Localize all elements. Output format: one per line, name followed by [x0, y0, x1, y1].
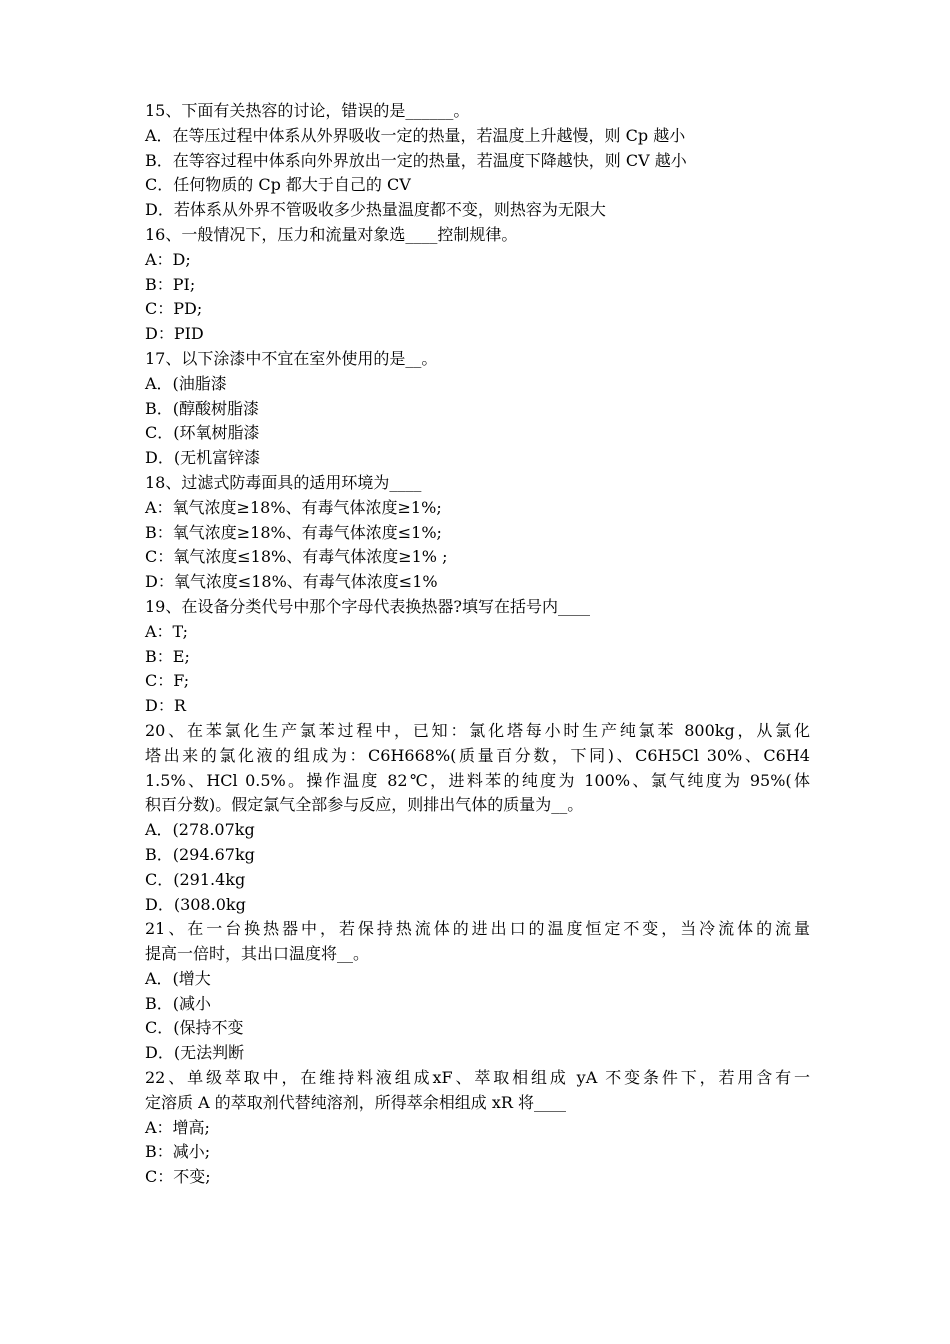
question-21 — [145, 917, 810, 1066]
option-c: C：PD; — [145, 299, 203, 319]
option-b: B：氧气浓度≥18%、有毒气体浓度≤1%; — [145, 522, 442, 542]
option-a: A．(油脂漆 — [145, 373, 227, 393]
option-d: D：PID — [145, 324, 204, 344]
option-d: D：R — [145, 696, 186, 716]
question-stem-line-1: 20、在苯氯化生产氯苯过程中，已知：氯化塔每小时生产纯氯苯 800kg，从氯化 — [145, 720, 810, 740]
question-19 — [145, 595, 810, 719]
question-stem-line-2: 提高一倍时，其出口温度将__。 — [145, 944, 370, 964]
question-20 — [145, 719, 810, 917]
option-c: C．(环氧树脂漆 — [145, 423, 260, 443]
option-a: A．(增大 — [145, 968, 211, 988]
question-stem-line-3: 1.5%、HCl 0.5%。操作温度 82℃，进料苯的纯度为 100%、氯气纯度为 95%(体 — [145, 770, 810, 790]
option-c: C．(291.4kg — [145, 869, 246, 889]
document-page — [145, 99, 810, 1190]
question-stem: 16、一般情况下，压力和流量对象选____控制规律。 — [145, 224, 518, 244]
option-c: C：F; — [145, 671, 190, 691]
option-a: A．在等压过程中体系从外界吸收一定的热量，若温度上升越慢，则 Cp 越小 — [145, 125, 686, 145]
option-d: D．(308.0kg — [145, 894, 246, 914]
question-stem-line-2: 定溶质 A 的萃取剂代替纯溶剂，所得萃余相组成 xR 将____ — [145, 1092, 566, 1112]
question-16 — [145, 223, 810, 347]
option-b: B：E; — [145, 646, 190, 666]
option-d: D：氧气浓度≤18%、有毒气体浓度≤1% — [145, 572, 438, 592]
option-a: A．(278.07kg — [145, 820, 255, 840]
question-stem-line-4: 积百分数)。假定氯气全部参与反应，则排出气体的质量为__。 — [145, 795, 584, 815]
option-a: A：T; — [145, 621, 189, 641]
option-b: B：减小; — [145, 1142, 211, 1162]
option-d: D．若体系从外界不管吸收多少热量温度都不变，则热容为无限大 — [145, 200, 606, 220]
question-15 — [145, 99, 810, 223]
question-stem-line-1: 22、单级萃取中，在维持料液组成xF、萃取相组成 yA 不变条件下，若用含有一 — [145, 1068, 810, 1088]
option-d: D．(无法判断 — [145, 1043, 245, 1063]
option-b: B．(醇酸树脂漆 — [145, 398, 260, 418]
option-b: B．在等容过程中体系向外界放出一定的热量，若温度下降越快，则 CV 越小 — [145, 150, 687, 170]
option-b: B．(减小 — [145, 993, 212, 1013]
option-d: D．(无机富锌漆 — [145, 448, 261, 468]
option-c: C：氧气浓度≤18%、有毒气体浓度≥1% ; — [145, 547, 448, 567]
question-stem: 15、下面有关热容的讨论，错误的是______。 — [145, 101, 470, 120]
option-b: B：PI; — [145, 274, 196, 294]
question-22 — [145, 1066, 810, 1190]
option-c: C．任何物质的 Cp 都大于自己的 CV — [145, 175, 411, 195]
question-17 — [145, 347, 810, 471]
question-stem: 17、以下涂漆中不宜在室外使用的是__。 — [145, 348, 438, 368]
question-stem-line-1: 21、在一台换热器中，若保持热流体的进出口的温度恒定不变，当冷流体的流量 — [145, 919, 810, 939]
option-a: A：D; — [145, 249, 191, 269]
question-stem: 19、在设备分类代号中那个字母代表换热器?填写在括号内____ — [145, 596, 590, 616]
option-b: B．(294.67kg — [145, 844, 255, 864]
option-c: C：不变; — [145, 1167, 211, 1187]
question-stem-line-2: 塔出来的氯化液的组成为：C6H668%(质量百分数，下同)、C6H5Cl 30%、C6H4 — [145, 745, 810, 765]
question-stem: 18、过滤式防毒面具的适用环境为____ — [145, 472, 422, 492]
option-a: A：增高; — [145, 1117, 210, 1137]
option-a: A：氧气浓度≥18%、有毒气体浓度≥1%; — [145, 497, 442, 517]
question-18 — [145, 471, 810, 595]
option-c: C．(保持不变 — [145, 1018, 244, 1038]
